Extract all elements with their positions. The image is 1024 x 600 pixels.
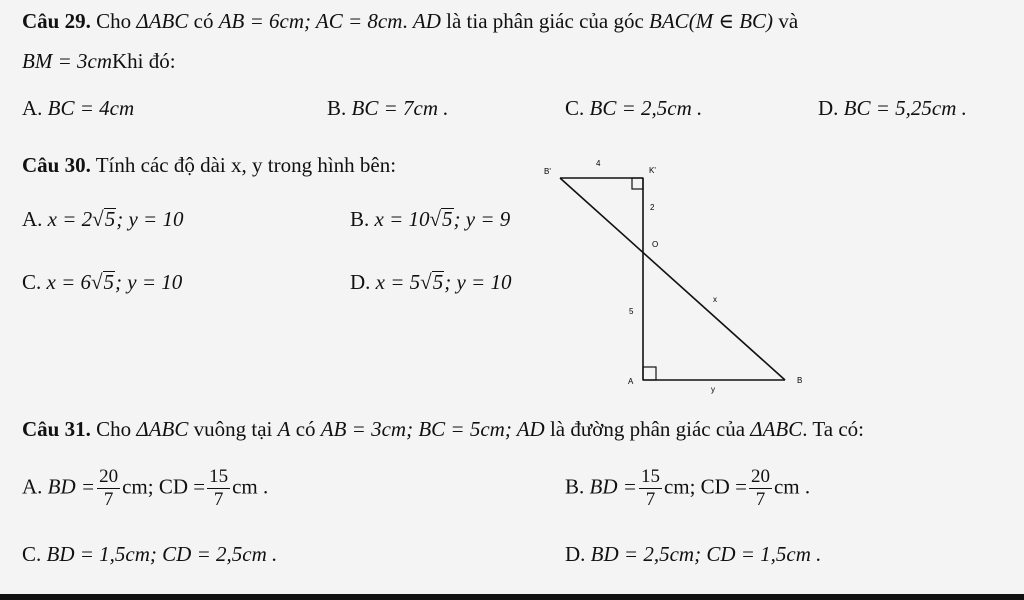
q29-option-c[interactable] <box>565 96 702 121</box>
q30-text: Tính các độ dài x, y trong hình bên: <box>95 153 397 177</box>
q30-option-d[interactable] <box>350 270 511 295</box>
option-end: cm . <box>773 474 811 499</box>
option-letter: B. <box>350 207 370 231</box>
q29-ad: AD <box>412 9 441 33</box>
option-letter: D. <box>818 96 839 120</box>
label-k-prime: K' <box>649 166 656 175</box>
option-text: BC = 2,5cm . <box>589 96 703 120</box>
label-a: A <box>628 377 634 386</box>
q31-taco: . Ta có: <box>802 417 864 441</box>
option-text: BD = 1,5cm; CD = 2,5cm . <box>46 542 278 566</box>
denominator: 7 <box>755 489 766 510</box>
option-letter: D. <box>350 270 371 294</box>
question-31-line <box>22 417 864 442</box>
option-text: BC = 4cm <box>47 96 135 120</box>
segment-b1-b <box>560 178 785 380</box>
q31-intro: Cho <box>96 417 132 441</box>
option-text: BC = 5,25cm . <box>843 96 967 120</box>
q31-option-d[interactable] <box>565 542 821 567</box>
q29-dot: . <box>402 9 408 33</box>
option-text: BC = 7cm . <box>351 96 449 120</box>
q30-option-c[interactable] <box>22 270 182 295</box>
option-pre: x = 6 <box>46 270 92 294</box>
option-radicand: 5 <box>104 207 116 231</box>
label-right: 2 <box>650 203 655 212</box>
numerator: 20 <box>750 466 770 487</box>
fraction-bd <box>639 466 662 511</box>
q29-bm: BM = 3cm <box>22 49 112 73</box>
label-top: 4 <box>596 159 601 168</box>
q31-triangle: ΔABC <box>136 417 189 441</box>
q31-a: A <box>277 417 291 441</box>
option-text: BD = 2,5cm; CD = 1,5cm . <box>590 542 822 566</box>
q31-triangle-2: ΔABC <box>750 417 803 441</box>
q30-option-a[interactable] <box>22 207 183 232</box>
option-bd: BD = <box>589 474 637 499</box>
option-post: ; y = 9 <box>453 207 511 231</box>
fraction-cd <box>207 466 230 511</box>
option-end: cm . <box>232 474 269 499</box>
option-letter: B. <box>327 96 347 120</box>
fraction-cd <box>749 466 772 511</box>
option-mid: cm; CD = <box>122 474 206 499</box>
label-x: x <box>713 295 717 304</box>
option-letter: C. <box>565 96 585 120</box>
right-angle-a <box>643 367 656 380</box>
bottom-border <box>0 594 1024 600</box>
sqrt-sign: √ <box>92 207 104 231</box>
option-letter: D. <box>565 542 586 566</box>
option-pre: x = 2 <box>47 207 93 231</box>
q29-option-a[interactable] <box>22 96 134 121</box>
right-angle-k <box>632 178 643 189</box>
option-letter: A. <box>22 207 43 231</box>
denominator: 7 <box>103 489 114 510</box>
option-mid: cm; CD = <box>663 474 747 499</box>
sqrt-sign: √ <box>91 270 103 294</box>
q30-option-b[interactable] <box>350 207 510 232</box>
fraction-bd <box>97 466 120 511</box>
label-left: 5 <box>629 307 634 316</box>
question-29-line2 <box>22 49 176 74</box>
q31-sides: AB = 3cm; BC = 5cm; AD <box>320 417 545 441</box>
q29-khido: Khi đó: <box>111 49 176 73</box>
label-b: B <box>797 376 803 385</box>
option-letter: C. <box>22 270 42 294</box>
q29-va: và <box>778 9 799 33</box>
q29-angle: BAC(M ∈ BC) <box>649 9 774 33</box>
label-o: O <box>652 240 659 249</box>
q31-co: có <box>295 417 316 441</box>
numerator: 15 <box>209 466 229 487</box>
q29-option-b[interactable] <box>327 96 449 121</box>
label-b-prime: B' <box>544 167 551 176</box>
label-y: y <box>711 385 715 394</box>
denominator: 7 <box>213 489 224 510</box>
q31-la: là đường phân giác của <box>549 417 746 441</box>
q29-co: có <box>193 9 214 33</box>
option-pre: x = 5 <box>375 270 421 294</box>
option-radicand: 5 <box>442 207 453 231</box>
option-post: ; y = 10 <box>116 207 184 231</box>
option-letter: A. <box>22 96 43 120</box>
option-letter: B. <box>565 474 585 499</box>
question-29-line1 <box>22 9 798 34</box>
question-30-line <box>22 153 396 178</box>
geometry-figure <box>530 158 830 398</box>
sqrt-sign: √ <box>420 270 432 294</box>
option-bd: BD = <box>47 474 96 499</box>
q31-option-b[interactable] <box>565 466 810 511</box>
q29-triangle: ΔABC <box>136 9 189 33</box>
q29-la: là tia phân giác của góc <box>446 9 644 33</box>
option-letter: C. <box>22 542 42 566</box>
option-post: ; y = 10 <box>115 270 183 294</box>
numerator: 15 <box>640 466 660 487</box>
q29-intro: Cho <box>96 9 132 33</box>
denominator: 7 <box>645 489 656 510</box>
option-post: ; y = 10 <box>444 270 512 294</box>
q31-option-a[interactable] <box>22 466 268 511</box>
q31-option-c[interactable] <box>22 542 277 567</box>
option-letter: A. <box>22 474 43 499</box>
option-radicand: 5 <box>103 270 115 294</box>
numerator: 20 <box>99 466 119 487</box>
question-31-number: Câu 31. <box>22 417 91 441</box>
q29-option-d[interactable] <box>818 96 967 121</box>
question-29-number: Câu 29. <box>22 9 91 33</box>
sqrt-sign: √ <box>429 207 442 231</box>
q31-mid: vuông tại <box>193 417 273 441</box>
q29-sides: AB = 6cm; AC = 8cm <box>218 9 403 33</box>
option-radicand: 5 <box>432 270 444 294</box>
option-pre: x = 10 <box>374 207 430 231</box>
question-30-number: Câu 30. <box>22 153 91 177</box>
